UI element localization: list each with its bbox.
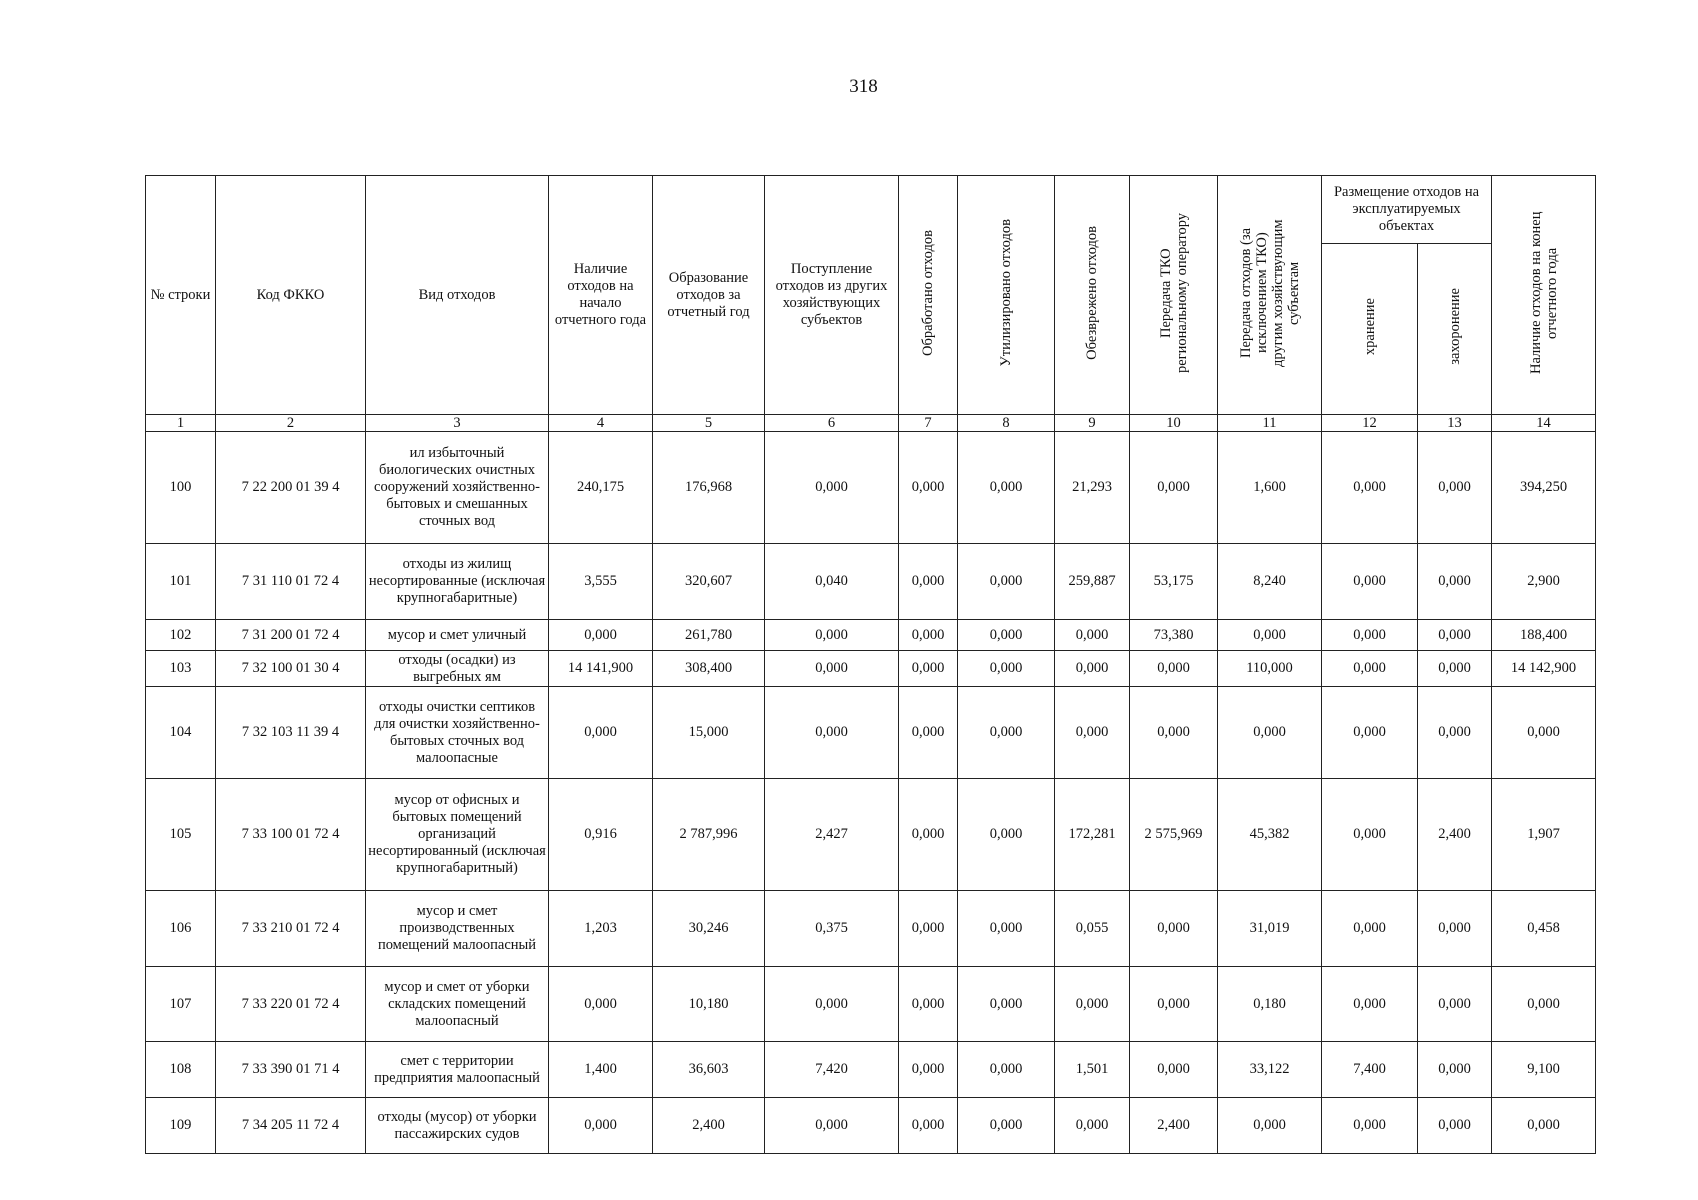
value-cell: 0,000: [1130, 432, 1218, 544]
value-cell: 110,000: [1218, 651, 1322, 687]
column-number: 5: [653, 415, 765, 432]
value-cell: 394,250: [1492, 432, 1596, 544]
header-row: [146, 176, 1596, 244]
value-cell: 0,000: [1418, 544, 1492, 620]
column-number: 1: [146, 415, 216, 432]
header-row-no: № строки: [146, 176, 216, 415]
header-utilized: Утилизировано отходов: [958, 176, 1055, 415]
table-row: [146, 432, 1596, 544]
column-number: 6: [765, 415, 899, 432]
value-cell: 0,000: [899, 1042, 958, 1098]
value-cell: 0,000: [1130, 967, 1218, 1042]
waste-type-cell: отходы (осадки) из выгребных ям: [366, 651, 549, 687]
fkko-code-cell: 7 31 110 01 72 4: [216, 544, 366, 620]
value-cell: 0,000: [1322, 891, 1418, 967]
fkko-code-cell: 7 32 103 11 39 4: [216, 687, 366, 779]
value-cell: 0,000: [1322, 1098, 1418, 1154]
column-number: 4: [549, 415, 653, 432]
waste-type-cell: отходы (мусор) от уборки пассажирских судов: [366, 1098, 549, 1154]
value-cell: 36,603: [653, 1042, 765, 1098]
value-cell: 0,000: [1418, 432, 1492, 544]
fkko-code-cell: 7 31 200 01 72 4: [216, 620, 366, 651]
value-cell: 2,400: [1130, 1098, 1218, 1154]
value-cell: 308,400: [653, 651, 765, 687]
value-cell: 10,180: [653, 967, 765, 1042]
value-cell: 7,420: [765, 1042, 899, 1098]
value-cell: 8,240: [1218, 544, 1322, 620]
value-cell: 2,400: [1418, 779, 1492, 891]
value-cell: 0,000: [1492, 1098, 1596, 1154]
column-number: 13: [1418, 415, 1492, 432]
value-cell: 0,000: [1418, 651, 1492, 687]
header-end: Наличие отходов на конец отчетного года: [1492, 176, 1596, 415]
column-number: 11: [1218, 415, 1322, 432]
value-cell: 45,382: [1218, 779, 1322, 891]
row-number-cell: 109: [146, 1098, 216, 1154]
value-cell: 0,000: [549, 1098, 653, 1154]
value-cell: 0,055: [1055, 891, 1130, 967]
table-body: [146, 432, 1596, 1154]
header-code: Код ФККО: [216, 176, 366, 415]
row-number-cell: 100: [146, 432, 216, 544]
page-number: 318: [849, 76, 878, 97]
row-number-cell: 105: [146, 779, 216, 891]
value-cell: 0,000: [1322, 651, 1418, 687]
row-number-cell: 104: [146, 687, 216, 779]
table-row: [146, 1098, 1596, 1154]
value-cell: 0,000: [1322, 967, 1418, 1042]
value-cell: 31,019: [1218, 891, 1322, 967]
value-cell: 259,887: [1055, 544, 1130, 620]
value-cell: 0,000: [958, 544, 1055, 620]
value-cell: 0,000: [958, 687, 1055, 779]
column-number: 3: [366, 415, 549, 432]
header-received: Поступление отходов из других хозяйствующих субъектов: [765, 176, 899, 415]
value-cell: 0,000: [1322, 544, 1418, 620]
value-cell: 7,400: [1322, 1042, 1418, 1098]
table-row: [146, 651, 1596, 687]
table-row: [146, 687, 1596, 779]
waste-type-cell: отходы из жилищ несортированные (исключая крупногабаритные): [366, 544, 549, 620]
value-cell: 53,175: [1130, 544, 1218, 620]
value-cell: 320,607: [653, 544, 765, 620]
value-cell: 2 787,996: [653, 779, 765, 891]
value-cell: 30,246: [653, 891, 765, 967]
value-cell: 0,000: [958, 891, 1055, 967]
value-cell: 0,458: [1492, 891, 1596, 967]
value-cell: 0,000: [765, 967, 899, 1042]
table-row: [146, 891, 1596, 967]
value-cell: 0,000: [1418, 967, 1492, 1042]
value-cell: 0,180: [1218, 967, 1322, 1042]
table-row: [146, 620, 1596, 651]
value-cell: 0,000: [549, 620, 653, 651]
value-cell: 2,427: [765, 779, 899, 891]
value-cell: 0,000: [1418, 687, 1492, 779]
header-start: Наличие отходов на начало отчетного года: [549, 176, 653, 415]
value-cell: 0,000: [899, 651, 958, 687]
row-number-cell: 107: [146, 967, 216, 1042]
value-cell: 2,400: [653, 1098, 765, 1154]
value-cell: 0,000: [958, 779, 1055, 891]
row-number-cell: 103: [146, 651, 216, 687]
header-processed: Обработано отходов: [899, 176, 958, 415]
value-cell: 0,000: [958, 620, 1055, 651]
fkko-code-cell: 7 33 100 01 72 4: [216, 779, 366, 891]
waste-type-cell: мусор и смет уличный: [366, 620, 549, 651]
value-cell: 1,203: [549, 891, 653, 967]
value-cell: 0,000: [899, 432, 958, 544]
header-neutralized: Обезврежено отходов: [1055, 176, 1130, 415]
value-cell: 0,000: [765, 687, 899, 779]
value-cell: 1,907: [1492, 779, 1596, 891]
row-number-cell: 108: [146, 1042, 216, 1098]
value-cell: 2 575,969: [1130, 779, 1218, 891]
value-cell: 0,000: [899, 1098, 958, 1154]
value-cell: 0,375: [765, 891, 899, 967]
fkko-code-cell: 7 33 210 01 72 4: [216, 891, 366, 967]
waste-type-cell: мусор и смет от уборки складских помещений малоопасный: [366, 967, 549, 1042]
value-cell: 0,000: [765, 432, 899, 544]
table-row: [146, 1042, 1596, 1098]
value-cell: 0,000: [1418, 1098, 1492, 1154]
value-cell: 0,000: [1418, 891, 1492, 967]
value-cell: 33,122: [1218, 1042, 1322, 1098]
value-cell: 0,000: [958, 651, 1055, 687]
value-cell: 0,000: [1322, 432, 1418, 544]
value-cell: 14 141,900: [549, 651, 653, 687]
value-cell: 0,000: [899, 620, 958, 651]
value-cell: 0,040: [765, 544, 899, 620]
value-cell: 0,000: [765, 651, 899, 687]
value-cell: 261,780: [653, 620, 765, 651]
waste-type-cell: отходы очистки септиков для очистки хозяйственно-бытовых сточных вод малоопасные: [366, 687, 549, 779]
value-cell: 172,281: [1055, 779, 1130, 891]
column-number: 9: [1055, 415, 1130, 432]
value-cell: 0,000: [1322, 620, 1418, 651]
waste-type-cell: смет с территории предприятия малоопасный: [366, 1042, 549, 1098]
value-cell: 0,000: [1492, 687, 1596, 779]
table-row: [146, 544, 1596, 620]
value-cell: 73,380: [1130, 620, 1218, 651]
value-cell: 0,000: [899, 779, 958, 891]
column-numbers-row: [146, 415, 1596, 432]
value-cell: 0,000: [1418, 620, 1492, 651]
header-tko-operator: Передача ТКО региональному оператору: [1130, 176, 1218, 415]
header-burial: захоронение: [1418, 244, 1492, 415]
row-number-cell: 102: [146, 620, 216, 651]
value-cell: 0,000: [549, 687, 653, 779]
value-cell: 240,175: [549, 432, 653, 544]
column-number: 7: [899, 415, 958, 432]
value-cell: 0,000: [958, 967, 1055, 1042]
value-cell: 3,555: [549, 544, 653, 620]
value-cell: 0,000: [1218, 1098, 1322, 1154]
fkko-code-cell: 7 34 205 11 72 4: [216, 1098, 366, 1154]
row-number-cell: 101: [146, 544, 216, 620]
value-cell: 176,968: [653, 432, 765, 544]
value-cell: 0,000: [1055, 687, 1130, 779]
fkko-code-cell: 7 33 220 01 72 4: [216, 967, 366, 1042]
value-cell: 0,000: [1055, 967, 1130, 1042]
column-number: 10: [1130, 415, 1218, 432]
value-cell: 0,000: [1130, 687, 1218, 779]
value-cell: 1,600: [1218, 432, 1322, 544]
header-placement: Размещение отходов на эксплуатируемых объектах: [1322, 176, 1492, 244]
value-cell: 0,000: [1322, 779, 1418, 891]
column-number: 12: [1322, 415, 1418, 432]
waste-type-cell: мусор от офисных и бытовых помещений организаций несортированный (исключая крупногабаритный): [366, 779, 549, 891]
value-cell: 0,000: [958, 432, 1055, 544]
waste-report-table: [145, 175, 1596, 1154]
waste-type-cell: мусор и смет производственных помещений малоопасный: [366, 891, 549, 967]
header-storage: хранение: [1322, 244, 1418, 415]
column-number: 14: [1492, 415, 1596, 432]
value-cell: 0,000: [1055, 620, 1130, 651]
value-cell: 0,000: [1130, 891, 1218, 967]
value-cell: 188,400: [1492, 620, 1596, 651]
value-cell: 0,000: [1130, 1042, 1218, 1098]
value-cell: 0,000: [899, 967, 958, 1042]
header-generated: Образование отходов за отчетный год: [653, 176, 765, 415]
value-cell: 0,000: [958, 1098, 1055, 1154]
waste-type-cell: ил избыточный биологических очистных сооружений хозяйственно-бытовых и смешанных сточных вод: [366, 432, 549, 544]
value-cell: 0,000: [1055, 1098, 1130, 1154]
value-cell: 15,000: [653, 687, 765, 779]
value-cell: 21,293: [1055, 432, 1130, 544]
value-cell: 0,000: [549, 967, 653, 1042]
value-cell: 1,400: [549, 1042, 653, 1098]
header-type: Вид отходов: [366, 176, 549, 415]
header-transfer-other: Передача отходов (за исключением ТКО) другим хозяйствующим субъектам: [1218, 176, 1322, 415]
value-cell: 1,501: [1055, 1042, 1130, 1098]
value-cell: 0,000: [765, 620, 899, 651]
fkko-code-cell: 7 33 390 01 71 4: [216, 1042, 366, 1098]
fkko-code-cell: 7 22 200 01 39 4: [216, 432, 366, 544]
value-cell: 0,000: [899, 891, 958, 967]
value-cell: 0,000: [1218, 687, 1322, 779]
table-row: [146, 967, 1596, 1042]
fkko-code-cell: 7 32 100 01 30 4: [216, 651, 366, 687]
value-cell: 0,000: [1055, 651, 1130, 687]
table-row: [146, 779, 1596, 891]
value-cell: 0,000: [765, 1098, 899, 1154]
value-cell: 2,900: [1492, 544, 1596, 620]
value-cell: 0,916: [549, 779, 653, 891]
value-cell: 14 142,900: [1492, 651, 1596, 687]
column-number: 2: [216, 415, 366, 432]
value-cell: 0,000: [1130, 651, 1218, 687]
value-cell: 0,000: [1492, 967, 1596, 1042]
row-number-cell: 106: [146, 891, 216, 967]
value-cell: 0,000: [1322, 687, 1418, 779]
value-cell: 9,100: [1492, 1042, 1596, 1098]
value-cell: 0,000: [1218, 620, 1322, 651]
value-cell: 0,000: [899, 544, 958, 620]
column-number: 8: [958, 415, 1055, 432]
value-cell: 0,000: [958, 1042, 1055, 1098]
value-cell: 0,000: [1418, 1042, 1492, 1098]
value-cell: 0,000: [899, 687, 958, 779]
